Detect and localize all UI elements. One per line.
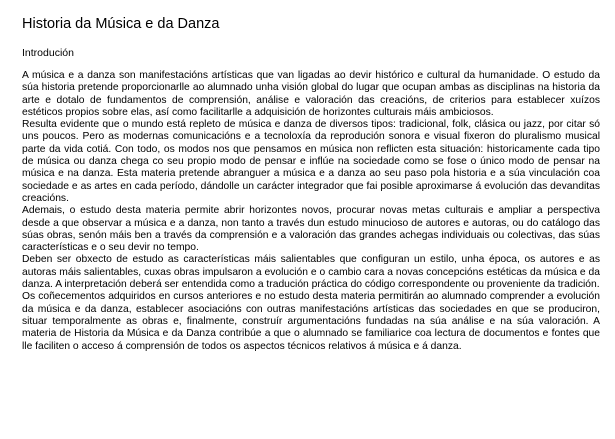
paragraph: A música e a danza son manifestacións artísticas que van ligadas ao devir histórico e cultural da humanidade. O estudo da súa historia pretende proporcionarlle ao alumnado unha visión global do lugar que ocupan ambas as disciplinas na historia da arte e dotalo de fundamentos de comprensión, análise e valoración das creacións, de criterios para establecer xuízos estéticos propios sobre elas, así como facilitarlle a adquisición de horizontes culturais máis ambiciosos.	[22, 70, 600, 118]
document-title: Historia da Música e da Danza	[22, 16, 220, 32]
paragraph: Deben ser obxecto de estudo as características máis salientables que configuran un estilo, unha época, os autores e as autoras máis salientables, cuxas obras impulsaron a evolución e o cambio cara a novas concepcións estéticas da música e da danza. A interpretación deberá ser entendida como a tradución práctica do código correspondente ou proveniente da tradición.	[22, 254, 600, 291]
paragraph: Os coñecementos adquiridos en cursos anteriores e no estudo desta materia permitirán ao alumnado comprender a evolución da música e da danza, establecer asociacións con outras manifestacións artísticas das sociedades en que se produciron, situar temporalmente as obras e, finalmente, construír argumentacións fundadas na súa análise e na súa valoración. A materia de Historia da Música e da Danza contribúe a que o alumnado se familiarice coa lectura de documentos e fontes que lle faciliten o acceso á comprensión de todos os aspectos técnicos relativos á música e á danza.	[22, 291, 600, 352]
paragraph: Resulta evidente que o mundo está repleto de música e danza de diversos tipos: tradicional, folk, clásica ou jazz, por citar só uns poucos. Pero as modernas comunicacións e a tecnoloxía da reprodución sonora e visual fixeron do pluralismo musical parte da vida cotiá. Con todo, os modos nos que pensamos en música non reflicten esta situación: historicamente cada tipo de música ou danza chega co seu propio modo de pensar e inflúe na sociedade como se fose o único modo de pensar na música e na danza. Esta materia pretende abranguer a música e a danza ao seu paso pola historia e a súa vinculación coa sociedade e as artes en cada período, dándolle un carácter integrador que fai posible aproximarse á evolución das devanditas creacións.	[22, 119, 600, 204]
document-body	[22, 70, 600, 353]
paragraph: Ademais, o estudo desta materia permite abrir horizontes novos, procurar novas metas culturais e ampliar a perspectiva desde a que observar a música e a danza, non tanto a través dun estudo minucioso de autores e autoras, ou do catálogo das súas obras, senón máis ben a través da comprensión e a valoración das grandes achegas individuais ou colectivas, das súas características e o seu devir no tempo.	[22, 205, 600, 254]
section-heading: Introdución	[22, 47, 74, 59]
